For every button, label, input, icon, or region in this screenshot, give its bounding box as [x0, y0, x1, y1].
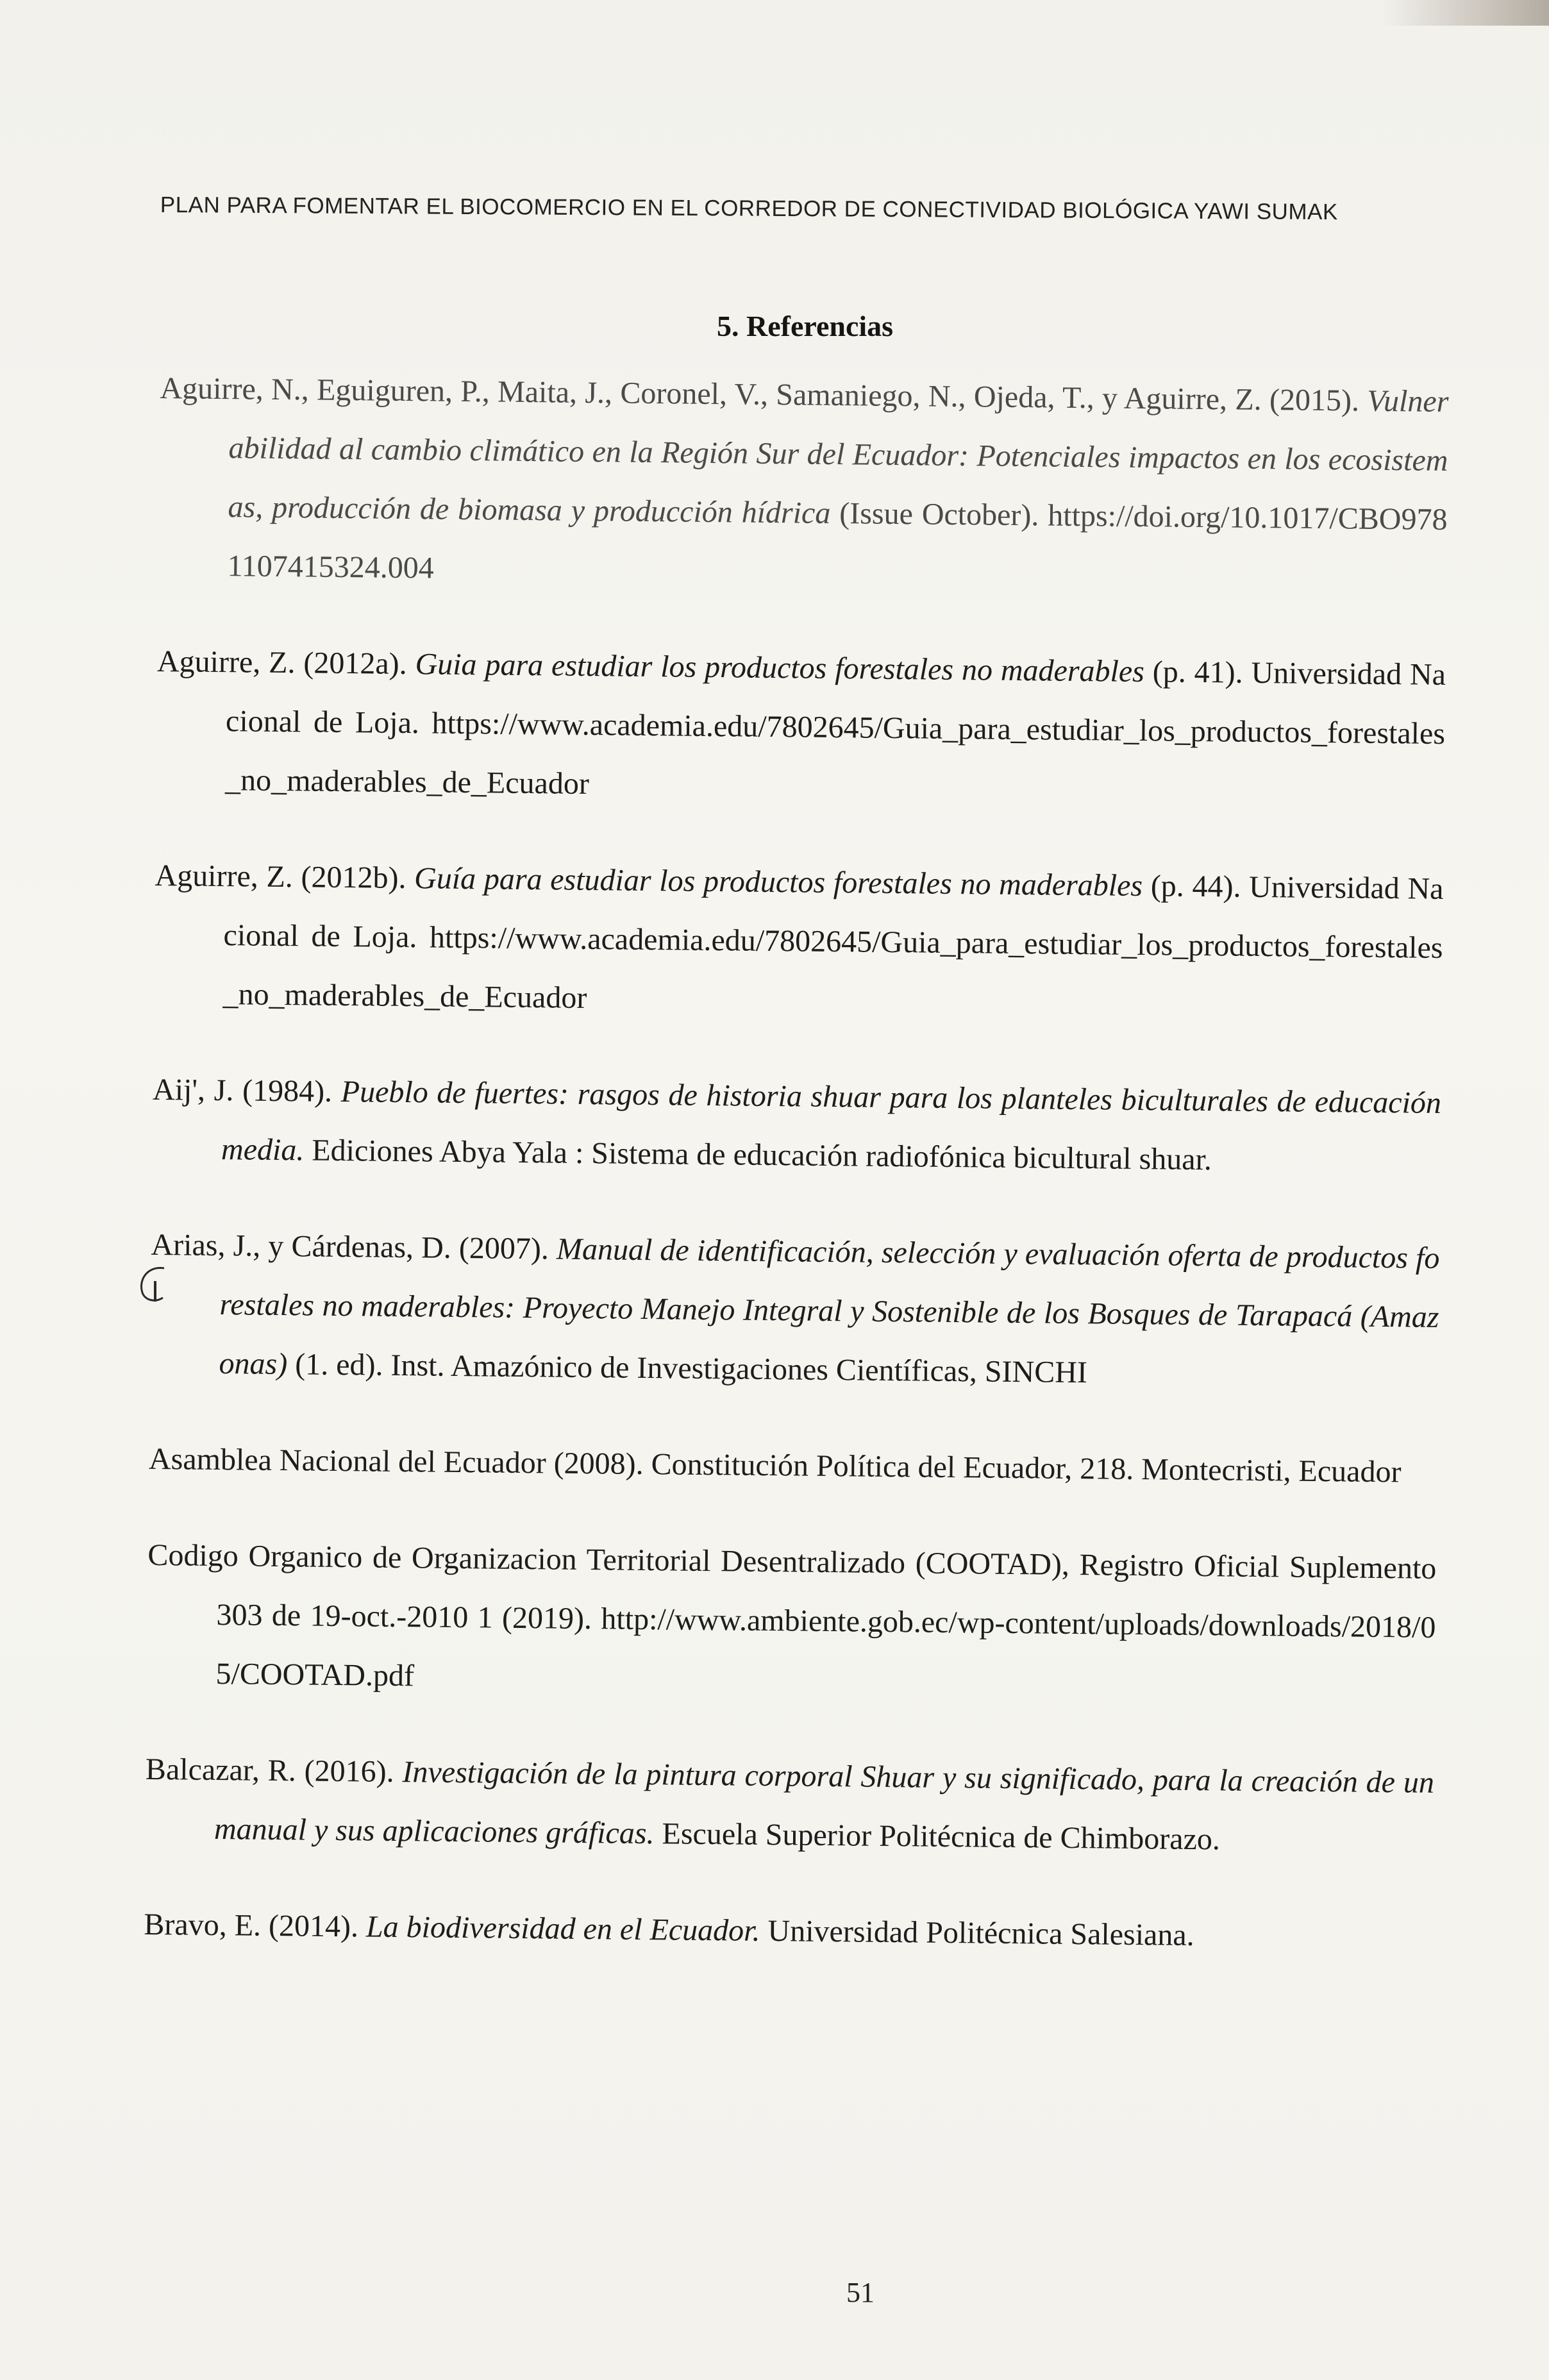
reference-item	[149, 1430, 1438, 1502]
reference-item	[145, 1740, 1435, 1872]
reference-title: Investigación de la pintura corporal Shuar y su significado, para la creación de un manual y sus aplicaciones gráficas.	[214, 1755, 1435, 1851]
reference-authors: Aguirre, N., Eguiguren, P., Maita, J., Coronel, V., Samaniego, N., Ojeda, T., y Aguirre, Z. (2015).	[160, 371, 1360, 418]
reference-title: Guía para estudiar los productos forestales no maderables	[414, 861, 1143, 903]
reference-authors: Bravo, E. (2014).	[144, 1907, 359, 1944]
handwritten-mark-icon	[133, 1262, 178, 1307]
reference-item	[146, 1526, 1437, 1716]
reference-authors: Asamblea Nacional del Ecuador (2008).	[148, 1441, 644, 1481]
scan-shadow	[1382, 0, 1549, 26]
reference-details: Escuela Superior Politécnica de Chimborazo.	[662, 1816, 1221, 1857]
reference-details: (1. ed). Inst. Amazónico de Investigaciones Científicas, SINCHI	[294, 1347, 1088, 1390]
reference-details: Ediciones Abya Yala : Sistema de educación radiofónica bicultural shuar.	[312, 1133, 1212, 1177]
reference-details: Constitución Política del Ecuador, 218. Montecristi, Ecuador	[651, 1447, 1402, 1489]
section-title: 5. Referencias	[717, 310, 894, 342]
reference-details: http://www.ambiente.gob.ec/wp-content/uploads/downloads/2018/05/COOTAD.pdf	[215, 1602, 1436, 1693]
reference-item	[158, 359, 1449, 608]
reference-title: Vulnerabilidad al cambio climático en la Región Sur del Ecuador: Potenciales impactos en los ecosistemas, producción de biomasa y producción hídrica	[228, 383, 1449, 530]
reference-title: Pueblo de fuertes: rasgos de historia shuar para los planteles biculturales de educación media.	[221, 1075, 1442, 1168]
reference-item	[152, 1060, 1442, 1192]
page-number: 51	[846, 2277, 875, 2308]
reference-item	[149, 1216, 1440, 1406]
reference-authors: Balcazar, R. (2016).	[145, 1752, 394, 1789]
reference-details: (p. 44). Universidad Nacional de Loja. https://www.academia.edu/7802645/Guia_para_estudiar_los_productos_forestales_no_maderables_de_Ecuador	[222, 869, 1444, 1016]
reference-authors: Aij', J. (1984).	[152, 1072, 333, 1109]
reference-details: Universidad Politécnica Salesiana.	[767, 1914, 1194, 1953]
reference-authors: Arias, J., y Cárdenas, D. (2007).	[151, 1227, 549, 1266]
reference-title: Manual de identificación, selección y evaluación oferta de productos forestales no maderables: Proyecto Manejo Integral y Sostenible de los Bosques de Tarapacá (Amazonas)	[219, 1232, 1440, 1382]
reference-item	[156, 632, 1446, 823]
reference-details: (p. 41). Universidad Nacional de Loja. https://www.academia.edu/7802645/Guia_para_estudiar_los_productos_forestales_no_maderables_de_Ecuador	[224, 655, 1446, 801]
reference-title: La biodiversidad en el Ecuador.	[365, 1909, 760, 1948]
reference-title: Guia para estudiar los productos forestales no maderables	[415, 647, 1145, 689]
reference-authors: Aguirre, Z. (2012a).	[156, 644, 407, 682]
reference-authors: Codigo Organico de Organizacion Territorial Desentralizado (COOTAD), Registro Oficial Suplemento 303 de 19-oct.-2010 1 (2019).	[147, 1538, 1437, 1636]
reference-item	[144, 1895, 1433, 1968]
running-header: PLAN PARA FOMENTAR EL BIOCOMERCIO EN EL CORREDOR DE CONECTIVIDAD BIOLÓGICA YAWI SUMAK	[160, 192, 1338, 225]
reference-list	[143, 359, 1449, 2005]
reference-details: (Issue October). https://doi.org/10.1017/CBO9781107415324.004	[227, 496, 1448, 585]
reference-item	[153, 846, 1444, 1037]
reference-authors: Aguirre, Z. (2012b).	[155, 858, 406, 896]
